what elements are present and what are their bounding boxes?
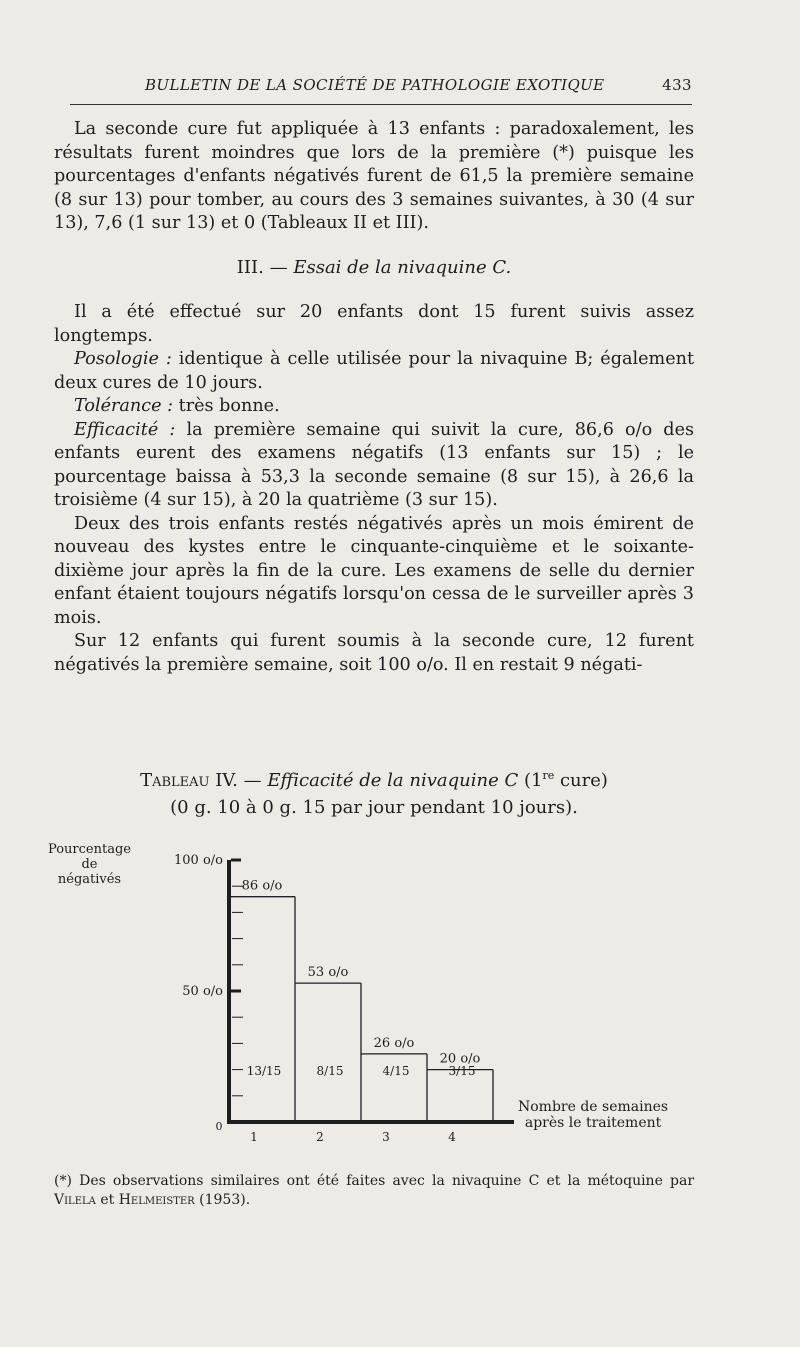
paragraph-1: La seconde cure fut appliquée à 13 enfants : paradoxalement, les résultats furent moindres que lors de la première (*) puisque les pourcentages d'enfants négativés furent de 61,5 la première semaine (8 sur 13) pour tomber, au cours des 3 semaines suivantes, à 30 (4 sur 13), 7,6 (1 sur 13) et 0 (Tableaux II et III). [54,119,694,233]
journal-title: BULLETIN DE LA SOCIÉTÉ DE PATHOLOGIE EXOTIQUE [145,76,605,94]
footnote-author-1: Vilela [54,1192,96,1208]
tolerance-paragraph [54,395,694,419]
y-axis-label-line-3: négativés [57,872,122,887]
posologie-text: identique à celle utilisée pour la nivaquine B; également deux cures de 10 jours. [54,349,695,393]
paragraph-4: Sur 12 enfants qui furent soumis à la seconde cure, 12 furent négativés la première semaine, soit 100 o/o. Il en restait 9 négati- [54,631,694,675]
footnote-conj: et [100,1192,115,1208]
origin-label: 0 [215,1120,223,1133]
table-title: Efficacité de la nivaquine C [267,770,519,791]
footnote-year: (1953). [199,1192,251,1208]
efficacite-paragraph [54,419,694,513]
y-tick-label: 100 o/o [174,853,223,868]
footnote-text: Des observations similaires ont été faites avec la nivaquine C et la métoquine par [79,1173,695,1189]
tolerance-text: très bonne. [178,396,280,416]
bar-value-label: 26 o/o [373,1035,415,1051]
bar-chart [40,832,720,1152]
bar-fraction-label: 13/15 [246,1064,282,1078]
section-dash: — [269,256,288,278]
header-rule [70,104,692,105]
bar-fraction-label: 3/15 [448,1064,476,1078]
table-cure-close: cure) [554,770,608,791]
x-tick-label: 2 [316,1130,324,1144]
paragraph-3: Deux des trois enfants restés négativés après un mois émirent de nouveau des kystes entre le cinquante-cinquième et le soixante-dixième jour après la fin de la cure. Les examens de selle du dernier enfant étaient toujours négatifs lorsqu'on cessa de le surveiller après 3 mois. [54,513,694,628]
bar-value-label: 86 o/o [241,878,283,894]
table-caption-line-2: (0 g. 10 à 0 g. 15 par jour pendant 10 jours). [170,797,578,818]
footnote-author-2: Helmeister [118,1192,195,1208]
tolerance-label: Tolérance : [74,396,174,416]
posologie-label: Posologie : [74,349,172,369]
x-tick-label: 3 [382,1130,390,1144]
bar-fraction-label: 8/15 [316,1064,344,1078]
body-text [54,118,694,677]
efficacite-label: Efficacité : [74,419,176,440]
x-tick-label: 1 [250,1130,258,1144]
bar-value-label: 53 o/o [307,965,349,981]
x-axis-label-line-1: Nombre de semaines [518,1099,669,1115]
x-axis-label [518,1099,668,1131]
posologie-paragraph [54,348,694,395]
bar-fraction-label: 4/15 [382,1064,410,1078]
table-cure-open: (1 [523,770,543,791]
table-label: Tableau IV. [140,770,238,791]
table-caption-line-1 [54,762,694,794]
x-axis-label-line-2: après le traitement [524,1115,662,1131]
table-caption [54,762,694,821]
y-axis-label-line-2: de [81,857,98,872]
footnote [54,1172,694,1210]
efficacite-text: la première semaine qui suivit la cure, 86,6 o/o des enfants eurent des examens négatifs (13 enfants sur 15) ; le pourcentage baissa à 53,3 la seconde semaine (8 sur 15), à 26,6 la troisième (4 sur 15), à 20 la quatrième (3 sur 15). [54,419,695,510]
y-axis-label [48,842,131,887]
page-number: 433 [662,76,692,94]
table-caption-dash: — [243,770,262,791]
x-tick-label: 4 [448,1130,456,1144]
section-heading [54,256,694,280]
footnote-marker: (*) [54,1173,72,1189]
paragraph-2: Il a été effectué sur 20 enfants dont 15 furent suivis assez longtemps. [54,302,694,346]
section-title: Essai de la nivaquine C. [293,256,512,278]
section-numeral: III. [236,256,264,278]
bar-value-label: 20 o/o [439,1051,481,1067]
y-axis-label-line-1: Pourcentage [48,842,131,857]
y-tick-label: 50 o/o [182,984,223,999]
table-cure-sup: re [542,769,555,782]
